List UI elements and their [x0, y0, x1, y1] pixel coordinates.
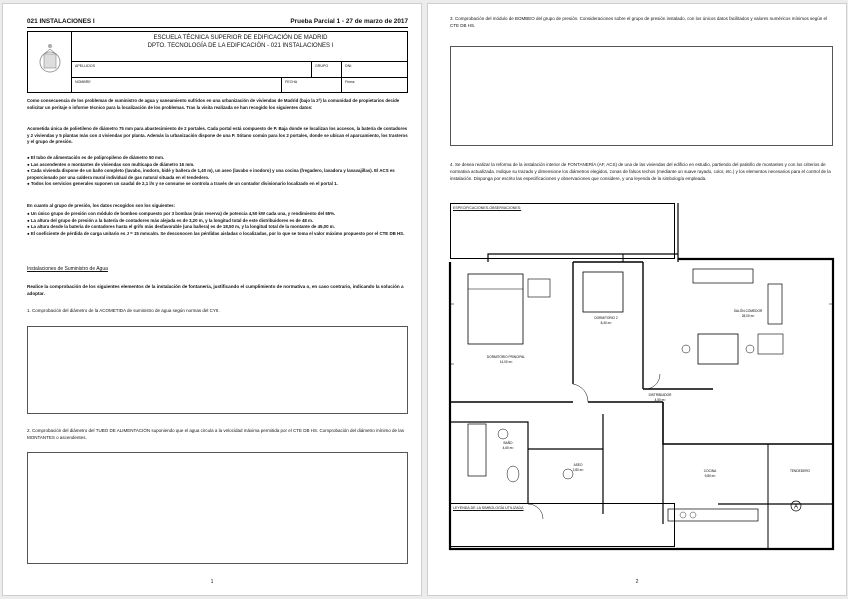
fecha-field[interactable]: FECHA — [282, 77, 342, 92]
apellidos-field[interactable]: APELLIDOS — [72, 62, 312, 77]
page-number: 2 — [635, 579, 639, 585]
grupo-field[interactable]: GRUPO — [312, 62, 342, 77]
list-item: ● Las ascendentes o montantes de viviendas son multicapa de diámetro 16 mm. — [27, 161, 195, 167]
question-1: 1. Comprobación del diámetro de la ACOMETIDA de suministro de agua según normas del CYII. — [27, 308, 220, 313]
university-crest-icon — [28, 32, 72, 92]
room-label: DISTRIBUIDOR — [648, 393, 672, 397]
question-4: 4. Se desea realizar la reforma de la instalación interior de FONTANERÍA (AF, ACS) de una de las viviendas del edificio en estudio, partiendo del patinillo de montantes y con los criterios de normativa actualizada. Indique su trazado y dimensione los diámetros elegidos, zonas de falsos techos (mediante un suave rayado, color, etc.) y los elementos necesarios para el control de la instalación. Disponga por escrito las especificaciones y observaciones que considere, y una leyenda de la simbología empleada. — [450, 162, 831, 181]
room-label: SALÓN-COMEDOR — [733, 309, 763, 313]
list-item: ● La altura desde la batería de contadores hasta el grifo más desfavorable (una bañera) es de 18,50 m, y la longitud total de la montante de 45,00 m. — [27, 224, 335, 230]
course-code: 021 INSTALACIONES I — [27, 18, 95, 25]
student-id-box — [27, 31, 408, 93]
bullet-list-1 — [27, 155, 408, 188]
exam-page-1 — [2, 3, 422, 596]
page-header — [27, 18, 408, 28]
pressure-group-intro: En cuanto al grupo de presión, los datos recogidos son los siguientes: — [27, 203, 176, 208]
bullet-list-2 — [27, 211, 408, 237]
intro-paragraph: Como consecuencia de los problemas de suministro de agua y saneamiento sufridos en una urbanización de viviendas de Madrid (bajo la 2ª) la comunidad de propietarios decide solicitar un peritaje o informe técnico para la localización de los problemas. Tras la visita realizada se han recogido los siguientes datos: — [27, 98, 400, 110]
answer-box-1[interactable] — [27, 326, 408, 414]
specifications-label: ESPECIFICACIONES-OBSERVACIONES: — [453, 206, 522, 210]
room-label: ASEO — [573, 463, 583, 467]
svg-text:A: A — [793, 504, 799, 511]
list-item: ● La altura del grupo de presión a la batería de contadores más alejada es de 3,20 m, y la longitud total de este distribuidores es de 48 m. — [27, 217, 314, 223]
exam-date: Prueba Parcial 1 - 27 de marzo de 2017 — [290, 18, 408, 25]
school-title: ESCUELA TÉCNICA SUPERIOR DE EDIFICACIÓN DE MADRID DPTO. TECNOLOGÍA DE LA EDIFICACIÓN - 021 INSTALACIONES I — [147, 35, 334, 49]
room-area: 14,00 m² — [499, 360, 513, 364]
room-area: 4,50 m² — [654, 398, 666, 402]
answer-box-2[interactable] — [27, 452, 408, 564]
task-statement: Realice la comprobación de los siguientes elementos de la instalación de fontanería, justificando el cumplimiento de normativa o, en caso contrario, indicando la solución a adoptar. — [27, 284, 404, 296]
room-area: 8,40 m² — [600, 321, 612, 325]
page-number: 1 — [210, 579, 214, 585]
floor-plan — [428, 4, 847, 596]
room-label: DORMITORIO PRINCIPAL — [486, 355, 526, 359]
question-2: 2. Comprobación del diámetro del TUBO DE ALIMENTACIÓN suponiendo que el agua circula a la velocidad máxima permitida por el CTE DB HS. Comprobación del diámetro mínimo de las MONTANTES o ascendentes. — [27, 428, 405, 440]
firma-field[interactable]: Firma: — [342, 77, 407, 92]
dni-field[interactable]: DNI: — [345, 64, 353, 68]
room-area: 9,80 m² — [704, 474, 716, 478]
room-area: 2,80 m² — [572, 468, 584, 472]
list-item: ● Un único grupo de presión con módulo de bombeo compuesto por 3 bombas (más reserva) de potencia 4,50 kW cada una, y rendimiento del 65%. — [27, 211, 336, 216]
exam-page-2 — [427, 3, 847, 596]
student-fields — [72, 61, 407, 92]
list-item: ● El coeficiente de pérdida de carga unitario es J = 15 mmca/m. Se desconocen las pérdidas aisladas o localizadas, por lo que se toma el valor máximo propuesto por el CTE DB HS. — [27, 230, 405, 236]
room-label: BAÑO — [503, 441, 513, 445]
list-item: ● Cada vivienda dispone de un baño completo (lavabo, inodoro, bidé y bañera de 1,40 m), un aseo (lavabo e inodoro) y una cocina (fregadero, lavadora y lavavajillas). El ACS es proporcionado por una caldera mural individual de gas natural situada en el tendedero. — [27, 168, 395, 180]
question-3: 3. Comprobación del módulo de BOMBEO del grupo de presión. Consideraciones sobre el grupo de presión instalado, con los únicos datos facilitados y valores numéricos mínimos según el CTE DB HS. — [450, 16, 827, 28]
room-area: 4,60 m² — [502, 446, 514, 450]
section-heading: Instalaciones de Suministro de Agua — [27, 266, 108, 272]
section-marker-icon — [791, 501, 801, 511]
room-label: COCINA — [703, 469, 717, 473]
list-item: ● El tubo de alimentación es de polipropileno de diámetro 50 mm. — [27, 155, 165, 160]
room-area: 28,00 m² — [741, 314, 755, 318]
nombre-field[interactable]: NOMBRE — [72, 77, 282, 92]
room-label: TENDEDERO — [789, 469, 811, 473]
room-label: DORMITORIO 2 — [594, 316, 618, 320]
legend-label: LEYENDA DE LA SIMBOLOGÍA UTILIZADA — [453, 506, 524, 510]
list-item: ● Todos los servicios generales suponen un caudal de 2,1 l/s y se consume se controla a través de un contador divisionario localizado en el portal 1. — [27, 181, 338, 187]
data-paragraph: Acometida única de polietileno de diámetro 75 mm para abastecimiento de 2 portales. Cada portal está compuesto de P. Baja donde se localizan los accesos, la batería de contadores y 2 viviendas y 5 plantas más con 4 viviendas por planta. Además la urbanización dispone de una P. Sótano común para los 2 portales, donde se ubican el aparcamiento, los trasteros y el grupo de presión. — [27, 126, 408, 145]
